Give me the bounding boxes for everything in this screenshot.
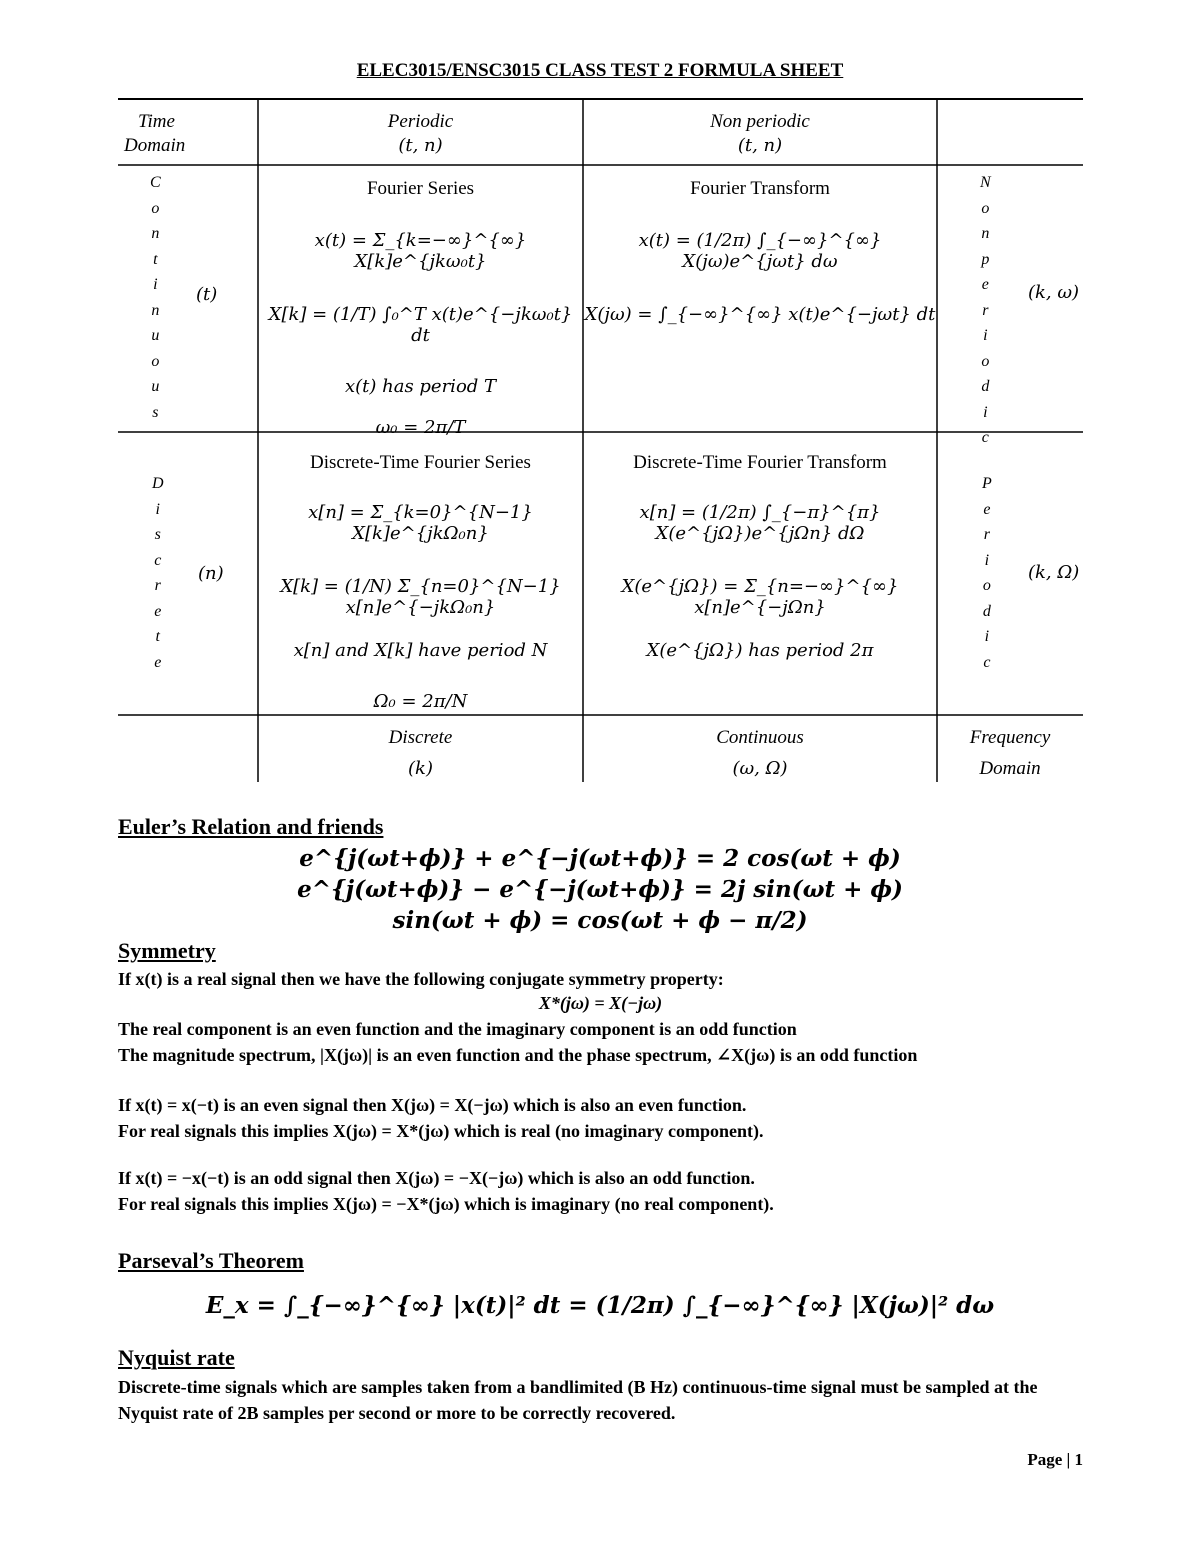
header-periodic: Periodic (t, n) [387,111,454,156]
dtft-synthesis-eq: x[n] = (1/2π) ∫_{−π}^{π} X(e^{jΩ})e^{jΩn} dΩ [639,502,881,544]
fs-synthesis-eq: x(t) = Σ_{k=−∞}^{∞} X[k]e^{jkω₀t} [314,230,527,272]
nonperiodic-vertical-label [980,170,1005,451]
fourier-series-title: Fourier Series [366,178,475,199]
euler-heading: Euler’s Relation and friends [118,814,384,839]
periodic-vertical-label [982,471,1007,675]
ft-synthesis-eq: x(t) = (1/2π) ∫_{−∞}^{∞} X(jω)e^{jωt} dω [638,230,882,272]
nonperiodic-variable: (k, ω) [1028,282,1080,303]
discrete-vertical-label [152,471,177,675]
continuous-vertical-label [150,170,175,425]
symmetry-line-7: If x(t) = −x(−t) is an odd signal then X(jω) = −X(−jω) which is also an odd function. [118,1168,755,1188]
nyquist-text: Discrete-time signals which are samples taken from a bandlimited (B Hz) continuous-time signal must be sampled at the Nyquist rate of 2B samples per second or more to be correctly recovered. [118,1377,1038,1423]
dtft-cell [583,452,937,661]
nonperiodic-letters: N o n p e r i o d i c [980,174,991,446]
symmetry-line-2: X*(jω) = X(−jω) [538,993,663,1013]
symmetry-line-3: The real component is an even function and the imaginary component is an odd function [118,1019,797,1039]
discrete-letters: D i s c r e t e [152,475,164,671]
euler-eq-3: sin(ωt + ϕ) = cos(ωt + ϕ − π/2) [392,907,808,934]
dtfs-synthesis-eq: x[n] = Σ_{k=0}^{N−1} X[k]e^{jkΩ₀n} [308,502,533,544]
dtft-analysis-eq: X(e^{jΩ}) = Σ_{n=−∞}^{∞} x[n]e^{−jΩn} [621,576,899,618]
footer-continuous: Continuous (ω, Ω) [716,727,804,779]
header-time-domain: Time Domain [124,111,186,156]
symmetry-line-4: The magnitude spectrum, |X(jω)| is an even function and the phase spectrum, ∠X(jω) is an odd function [118,1045,918,1065]
discrete-variable: (n) [198,563,224,584]
page-number: Page | 1 [1027,1450,1083,1469]
ft-analysis-eq: X(jω) = ∫_{−∞}^{∞} x(t)e^{−jωt} dt [584,304,936,325]
parseval-eq: E_x = ∫_{−∞}^{∞} |x(t)|² dt = (1/2π) ∫_{−∞}^{∞} |X(jω)|² dω [205,1292,995,1319]
dtft-title: Discrete-Time Fourier Transform [633,452,887,473]
dtfs-analysis-eq: X[k] = (1/N) Σ_{n=0}^{N−1} x[n]e^{−jkΩ₀n} [280,576,561,618]
fs-period-note: x(t) has period T [344,376,497,397]
symmetry-heading: Symmetry [118,938,216,963]
parseval-heading: Parseval’s Theorem [118,1248,304,1273]
dtfs-title: Discrete-Time Fourier Series [310,452,531,473]
dtfs-fundamental-eq: Ω₀ = 2π/N [373,691,468,712]
fourier-series-cell [258,178,583,438]
periodic-letters: P e r i o d i c [982,475,992,671]
fourier-transform-cell [583,178,937,325]
fs-fundamental-eq: ω₀ = 2π/T [375,417,466,438]
fourier-transform-title: Fourier Transform [690,178,830,199]
footer-discrete: Discrete (k) [388,727,453,779]
dtft-period-note: X(e^{jΩ}) has period 2π [646,640,874,661]
euler-eq-2: e^{j(ωt+ϕ)} − e^{−j(ωt+ϕ)} = 2j sin(ωt + ϕ) [297,876,903,903]
nyquist-heading: Nyquist rate [118,1345,235,1370]
dtfs-period-note: x[n] and X[k] have period N [293,640,548,661]
symmetry-line-5: If x(t) = x(−t) is an even signal then X(jω) = X(−jω) which is also an even function. [118,1095,747,1115]
footer-frequency-domain: Frequency Domain [969,727,1051,779]
euler-eq-1: e^{j(ωt+ϕ)} + e^{−j(ωt+ϕ)} = 2 cos(ωt + ϕ) [299,845,901,872]
periodic-variable: (k, Ω) [1028,562,1080,583]
symmetry-line-8: For real signals this implies X(jω) = −X*(jω) which is imaginary (no real component). [118,1194,774,1214]
symmetry-line-6: For real signals this implies X(jω) = X*(jω) which is real (no imaginary component). [118,1121,764,1141]
continuous-variable: (t) [196,284,218,305]
symmetry-line-1: If x(t) is a real signal then we have the following conjugate symmetry property: [118,969,724,989]
page-title: ELEC3015/ENSC3015 CLASS TEST 2 FORMULA SHEET [356,60,844,81]
header-nonperiodic: Non periodic (t, n) [710,111,810,156]
dtfs-cell [258,452,583,712]
continuous-letters: C o n t i n u o u s [150,174,161,421]
fs-analysis-eq: X[k] = (1/T) ∫₀^T x(t)e^{−jkω₀t} dt [268,304,573,346]
